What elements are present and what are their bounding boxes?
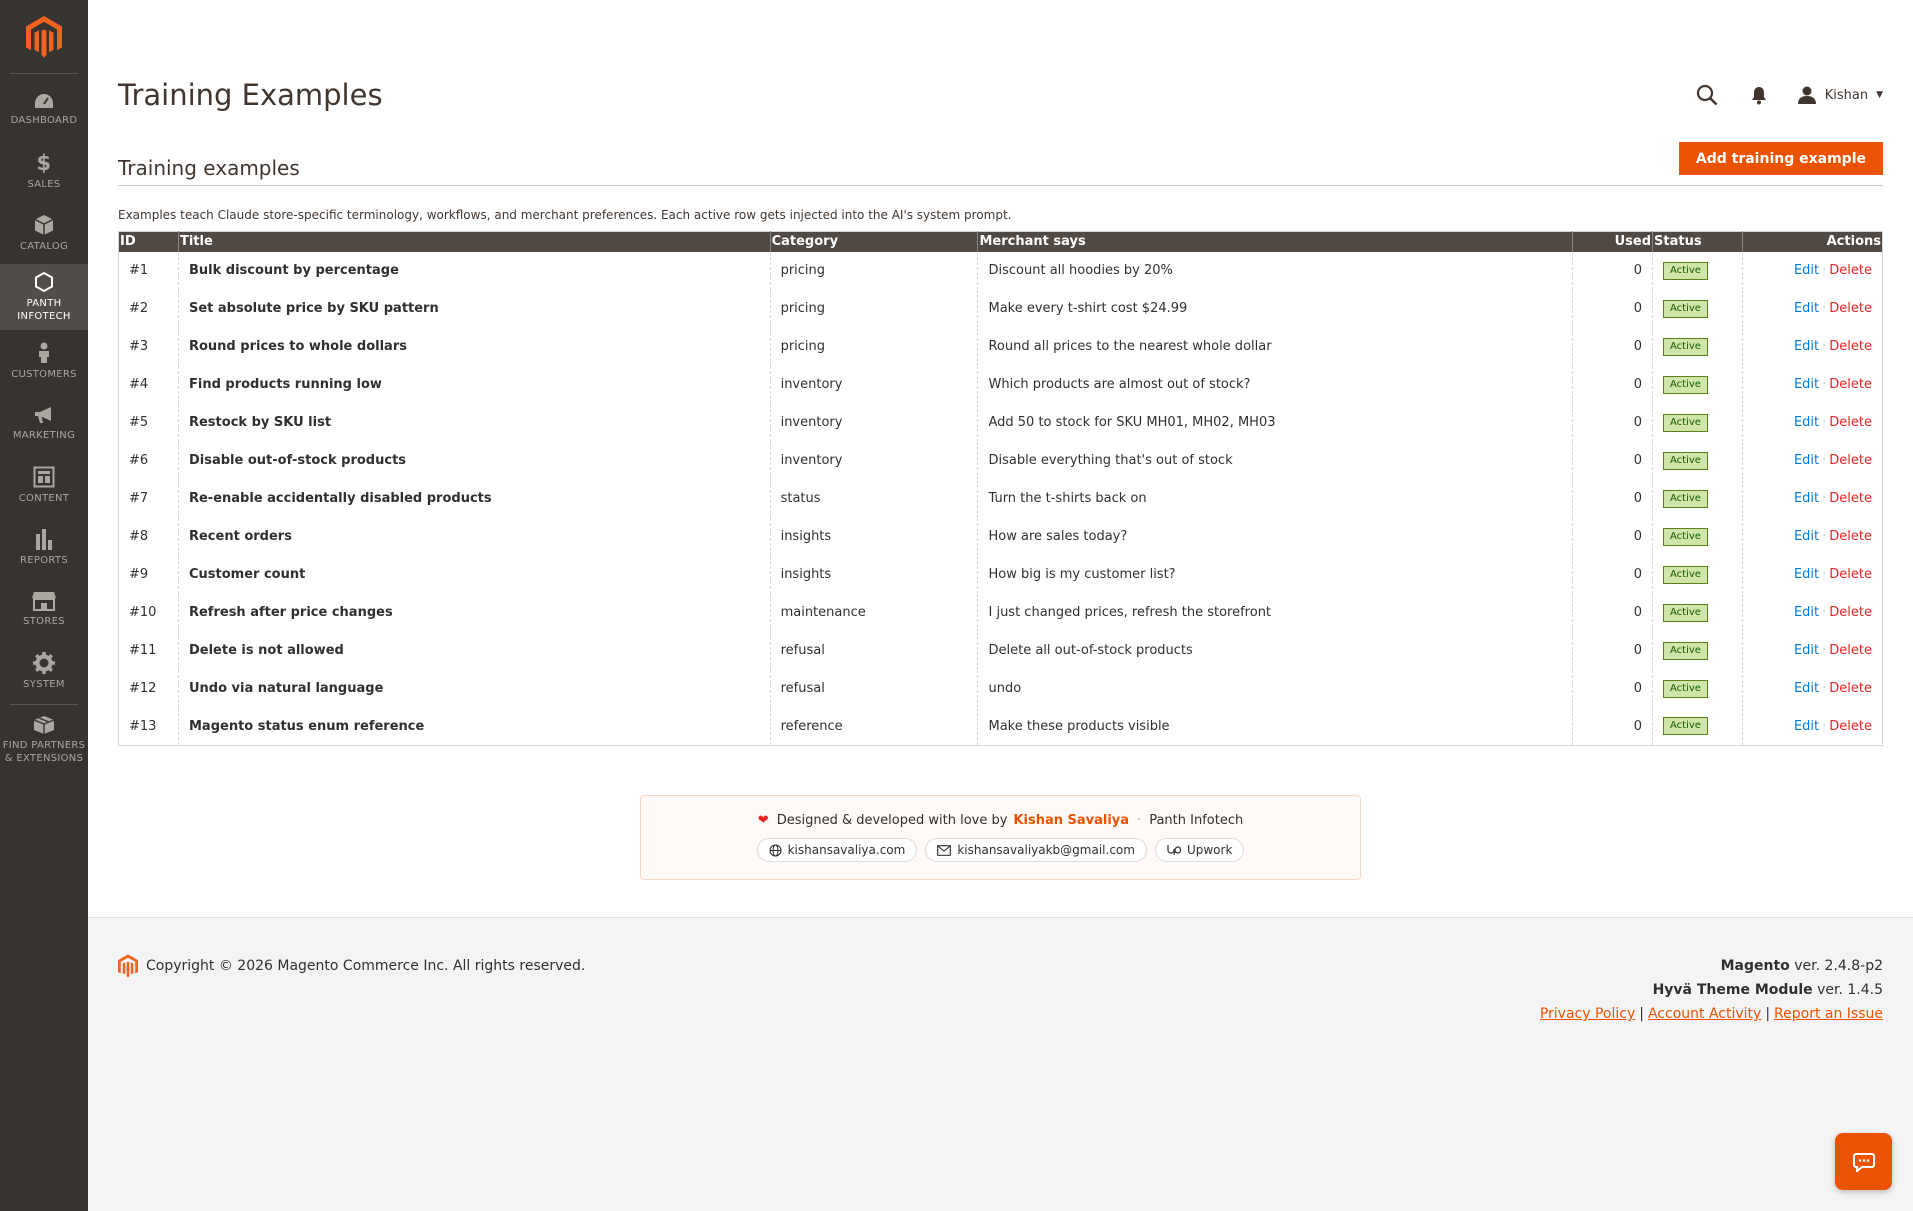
cell-id: #11 <box>119 632 179 670</box>
delete-link[interactable]: Delete <box>1829 718 1872 734</box>
cell-merchant-says: I just changed prices, refresh the storefront <box>978 594 1573 632</box>
cell-title: Customer count <box>178 556 770 594</box>
cell-id: #5 <box>119 404 179 442</box>
report-issue-link[interactable]: Report an Issue <box>1774 1006 1883 1022</box>
extensions-icon <box>33 715 55 735</box>
delete-link[interactable]: Delete <box>1829 301 1872 316</box>
cell-status <box>1653 556 1743 594</box>
copyright-text: Copyright © 2026 Magento Commerce Inc. All rights reserved. <box>146 958 586 974</box>
table-row <box>119 518 1883 556</box>
action-separator: · <box>1822 605 1827 620</box>
cell-merchant-says: Make every t-shirt cost $24.99 <box>978 290 1573 328</box>
svg-text:$: $ <box>36 151 52 174</box>
developer-credit-box <box>640 795 1361 880</box>
action-separator: · <box>1822 491 1827 506</box>
sidebar-item-content[interactable] <box>0 454 88 516</box>
sidebar-item-reports[interactable] <box>0 516 88 578</box>
cell-id: #10 <box>119 594 179 632</box>
sidebar-item-label: CONTENT <box>18 492 70 504</box>
table-row <box>119 404 1883 442</box>
hyva-version-number: ver. 1.4.5 <box>1812 982 1883 998</box>
cell-actions <box>1742 366 1882 404</box>
sidebar-item-customers[interactable] <box>0 330 88 392</box>
sidebar-item-label: DASHBOARD <box>10 114 78 126</box>
gear-icon <box>33 652 55 674</box>
cell-actions <box>1742 404 1882 442</box>
cell-category: pricing <box>770 252 978 290</box>
edit-link[interactable]: Edit <box>1793 643 1820 658</box>
sidebar-item-dashboard[interactable] <box>0 78 88 140</box>
hyva-version <box>1540 978 1883 1002</box>
cell-merchant-says: How are sales today? <box>978 518 1573 556</box>
cell-merchant-says: undo <box>978 670 1573 708</box>
column-header-actions: Actions <box>1742 232 1882 252</box>
edit-link[interactable]: Edit <box>1793 605 1820 620</box>
layout-icon <box>33 466 55 488</box>
action-separator: · <box>1822 529 1827 544</box>
magento-version <box>1540 954 1883 978</box>
cell-title: Round prices to whole dollars <box>178 328 770 366</box>
cell-category: refusal <box>770 632 978 670</box>
table-row <box>119 442 1883 480</box>
link-separator: | <box>1765 1006 1771 1022</box>
column-header-status[interactable]: Status <box>1653 232 1743 252</box>
cell-actions <box>1742 328 1882 366</box>
person-icon <box>37 342 51 364</box>
cell-title: Restock by SKU list <box>178 404 770 442</box>
dashboard-icon <box>33 92 55 110</box>
link-separator: | <box>1639 1006 1644 1022</box>
action-separator: · <box>1822 415 1827 430</box>
cell-merchant-says: Make these products visible <box>978 708 1573 746</box>
cell-used: 0 <box>1573 366 1653 404</box>
cell-status <box>1653 670 1743 708</box>
page-footer <box>88 917 1913 1211</box>
cell-used: 0 <box>1573 290 1653 328</box>
cell-used: 0 <box>1573 708 1653 746</box>
cell-category: inventory <box>770 404 978 442</box>
cell-used: 0 <box>1573 518 1653 556</box>
credit-line <box>758 813 1243 828</box>
cell-status <box>1653 480 1743 518</box>
delete-link[interactable]: Delete <box>1829 453 1872 468</box>
heart-icon: ❤ <box>757 813 769 828</box>
cell-title: Set absolute price by SKU pattern <box>178 290 770 328</box>
cell-title: Bulk discount by percentage <box>178 252 770 290</box>
delete-link[interactable]: Delete <box>1829 605 1872 620</box>
cell-status <box>1653 290 1743 328</box>
action-separator: · <box>1822 681 1827 696</box>
cell-status <box>1653 632 1743 670</box>
edit-link[interactable]: Edit <box>1793 263 1820 278</box>
cell-actions <box>1742 632 1882 670</box>
sidebar-item-find-partners[interactable] <box>0 707 88 773</box>
credit-author-link[interactable]: Kishan Savaliya <box>1013 813 1130 828</box>
cell-status <box>1653 404 1743 442</box>
status-badge: Active <box>1663 490 1708 508</box>
version-info <box>1540 954 1883 1026</box>
table-row <box>119 594 1883 632</box>
action-separator: · <box>1822 263 1827 278</box>
email-link[interactable] <box>925 838 1147 862</box>
edit-link[interactable]: Edit <box>1793 453 1820 468</box>
cell-id: #4 <box>119 366 179 404</box>
chevron-down-icon: ▼ <box>1876 90 1883 100</box>
upwork-link[interactable] <box>1155 838 1244 862</box>
magento-version-number: ver. 2.4.8-p2 <box>1789 958 1883 974</box>
cell-actions <box>1742 594 1882 632</box>
delete-link[interactable]: Delete <box>1829 529 1872 544</box>
delete-link[interactable]: Delete <box>1829 263 1872 278</box>
magento-name: Magento <box>1720 958 1790 974</box>
section-divider <box>118 185 1883 186</box>
user-account-menu[interactable] <box>1797 86 1883 104</box>
cell-actions <box>1742 556 1882 594</box>
action-separator: · <box>1822 718 1827 734</box>
admin-sidebar <box>0 0 88 1211</box>
status-badge: Active <box>1663 452 1708 470</box>
website-label: kishansavaliya.com <box>787 843 906 857</box>
magento-logo-icon <box>26 16 62 58</box>
cell-title: Re-enable accidentally disabled products <box>178 480 770 518</box>
cell-actions <box>1742 252 1882 290</box>
cell-title: Refresh after price changes <box>178 594 770 632</box>
cell-actions <box>1742 518 1882 556</box>
cell-id: #12 <box>119 670 179 708</box>
delete-link[interactable]: Delete <box>1829 681 1872 696</box>
megaphone-icon <box>33 405 55 425</box>
edit-link[interactable]: Edit <box>1793 339 1820 354</box>
sidebar-item-system[interactable] <box>0 640 88 702</box>
edit-link[interactable]: Edit <box>1793 567 1820 582</box>
privacy-policy-link[interactable]: Privacy Policy <box>1539 1006 1636 1022</box>
cell-used: 0 <box>1573 556 1653 594</box>
cell-merchant-says: Delete all out-of-stock products <box>978 632 1573 670</box>
action-separator: · <box>1822 453 1827 468</box>
cell-id: #6 <box>119 442 179 480</box>
cell-status <box>1653 708 1743 746</box>
cell-category: inventory <box>770 366 978 404</box>
mail-icon <box>937 845 951 856</box>
copyright <box>118 954 585 978</box>
delete-link[interactable]: Delete <box>1829 339 1872 354</box>
bell-icon <box>1751 86 1767 105</box>
sidebar-item-label: SALES <box>27 178 61 190</box>
email-label: kishansavaliyakb@gmail.com <box>957 843 1135 857</box>
cell-status <box>1653 442 1743 480</box>
cell-category: maintenance <box>770 594 978 632</box>
credit-links <box>753 838 1249 862</box>
action-separator: · <box>1822 567 1827 582</box>
delete-link[interactable]: Delete <box>1829 491 1872 506</box>
cell-title: Undo via natural language <box>178 670 770 708</box>
section-title: Training examples <box>118 156 300 180</box>
cell-merchant-says: Which products are almost out of stock? <box>978 366 1573 404</box>
status-badge: Active <box>1663 604 1708 622</box>
cell-category: insights <box>770 518 978 556</box>
sidebar-item-label: SYSTEM <box>23 678 65 690</box>
table-row <box>119 670 1883 708</box>
cell-title: Magento status enum reference <box>178 708 770 746</box>
edit-link[interactable]: Edit <box>1793 301 1820 316</box>
sidebar-item-sales[interactable] <box>0 140 88 202</box>
delete-link[interactable]: Delete <box>1829 567 1872 582</box>
cell-used: 0 <box>1573 594 1653 632</box>
status-badge: Active <box>1663 414 1708 432</box>
cell-id: #2 <box>119 290 179 328</box>
cell-used: 0 <box>1573 404 1653 442</box>
sidebar-divider <box>10 704 78 705</box>
action-separator: · <box>1822 301 1827 316</box>
status-badge: Active <box>1663 376 1708 394</box>
edit-link[interactable]: Edit <box>1793 491 1820 506</box>
cell-id: #3 <box>119 328 179 366</box>
cell-status <box>1653 328 1743 366</box>
bar-chart-icon <box>34 528 54 550</box>
intro-text: Examples teach Claude store-specific terminology, workflows, and merchant preferences. Each active row gets injected into the AI's system prompt. <box>118 208 1012 222</box>
action-separator: · <box>1822 339 1827 354</box>
cell-used: 0 <box>1573 442 1653 480</box>
delete-link[interactable]: Delete <box>1829 643 1872 658</box>
cell-status <box>1653 594 1743 632</box>
cell-category: pricing <box>770 290 978 328</box>
status-badge: Active <box>1663 717 1708 735</box>
credit-company: Panth Infotech <box>1149 813 1244 828</box>
cell-actions <box>1742 442 1882 480</box>
column-header-id[interactable]: ID <box>119 232 179 252</box>
cell-id: #1 <box>119 252 179 290</box>
sidebar-item-label: CATALOG <box>19 240 69 252</box>
cell-merchant-says: Disable everything that's out of stock <box>978 442 1573 480</box>
status-badge: Active <box>1663 680 1708 698</box>
cell-merchant-says: Add 50 to stock for SKU MH01, MH02, MH03 <box>978 404 1573 442</box>
cell-used: 0 <box>1573 252 1653 290</box>
cell-id: #9 <box>119 556 179 594</box>
sidebar-item-label: CUSTOMERS <box>11 368 77 380</box>
sidebar-item-label: FIND PARTNERS & EXTENSIONS <box>2 740 86 764</box>
cell-actions <box>1742 670 1882 708</box>
cell-title: Find products running low <box>178 366 770 404</box>
cell-title: Disable out-of-stock products <box>178 442 770 480</box>
hyva-name: Hyvä Theme Module <box>1652 982 1813 998</box>
separator-dot: · <box>1137 813 1142 828</box>
column-header-used[interactable]: Used <box>1573 232 1653 252</box>
hexagon-icon <box>34 271 54 293</box>
cell-status <box>1653 366 1743 404</box>
status-badge: Active <box>1663 338 1708 356</box>
delete-link[interactable]: Delete <box>1829 415 1872 430</box>
account-activity-link[interactable]: Account Activity <box>1647 1006 1762 1022</box>
global-search-button[interactable] <box>1681 80 1733 110</box>
chat-icon <box>1853 1152 1875 1172</box>
status-badge: Active <box>1663 300 1708 318</box>
cell-actions <box>1742 480 1882 518</box>
cell-status <box>1653 518 1743 556</box>
training-examples-table <box>118 231 1883 746</box>
cell-used: 0 <box>1573 632 1653 670</box>
status-badge: Active <box>1663 566 1708 584</box>
sidebar-item-marketing[interactable] <box>0 392 88 454</box>
cell-used: 0 <box>1573 328 1653 366</box>
search-icon <box>1696 84 1718 106</box>
cell-category: refusal <box>770 670 978 708</box>
column-header-title[interactable]: Title <box>178 232 770 252</box>
user-icon <box>1797 86 1817 104</box>
cell-merchant-says: Turn the t-shirts back on <box>978 480 1573 518</box>
main-content <box>88 0 1913 917</box>
magento-logo-icon <box>118 954 138 978</box>
cell-merchant-says: Discount all hoodies by 20% <box>978 252 1573 290</box>
sidebar-item-catalog[interactable] <box>0 202 88 264</box>
ai-chat-button[interactable] <box>1835 1133 1892 1190</box>
header-actions <box>1681 80 1883 110</box>
cell-used: 0 <box>1573 670 1653 708</box>
column-header-merchant-says[interactable]: Merchant says <box>978 232 1573 252</box>
sidebar-item-stores[interactable] <box>0 578 88 640</box>
cell-category: reference <box>770 708 978 746</box>
website-link[interactable] <box>757 838 918 862</box>
table-row <box>119 328 1883 366</box>
status-badge: Active <box>1663 262 1708 280</box>
edit-link[interactable]: Edit <box>1793 681 1820 696</box>
table-row <box>119 252 1883 290</box>
upwork-label: Upwork <box>1186 843 1233 857</box>
cell-id: #13 <box>119 708 179 746</box>
sidebar-item-label: MARKETING <box>12 429 76 441</box>
status-badge: Active <box>1663 642 1708 660</box>
cell-used: 0 <box>1573 480 1653 518</box>
sidebar-item-label: PANTH INFOTECH <box>17 298 71 322</box>
edit-link[interactable]: Edit <box>1793 377 1820 392</box>
page-title: Training Examples <box>118 78 383 112</box>
storefront-icon <box>31 591 57 611</box>
footer-links <box>1540 1002 1883 1026</box>
table-row <box>119 708 1883 746</box>
cell-merchant-says: How big is my customer list? <box>978 556 1573 594</box>
action-separator: · <box>1822 643 1827 658</box>
cell-id: #7 <box>119 480 179 518</box>
magento-logo[interactable] <box>10 0 78 74</box>
table-row <box>119 632 1883 670</box>
cell-title: Delete is not allowed <box>178 632 770 670</box>
globe-icon <box>769 844 782 857</box>
cell-category: status <box>770 480 978 518</box>
table-row <box>119 480 1883 518</box>
status-badge: Active <box>1663 528 1708 546</box>
box-icon <box>34 214 54 236</box>
edit-link[interactable]: Edit <box>1793 415 1820 430</box>
edit-link[interactable]: Edit <box>1793 529 1820 544</box>
dollar-icon <box>36 152 52 174</box>
user-name: Kishan <box>1824 87 1869 103</box>
table-header-row <box>119 232 1883 252</box>
table-row <box>119 556 1883 594</box>
sidebar-item-panth-infotech[interactable] <box>0 264 88 330</box>
cell-actions <box>1742 708 1882 746</box>
table-row <box>119 290 1883 328</box>
delete-link[interactable]: Delete <box>1829 377 1872 392</box>
sidebar-item-label: STORES <box>23 615 65 627</box>
notifications-button[interactable] <box>1733 80 1785 110</box>
cell-status <box>1653 252 1743 290</box>
cell-merchant-says: Round all prices to the nearest whole dollar <box>978 328 1573 366</box>
column-header-category[interactable]: Category <box>770 232 978 252</box>
edit-link[interactable]: Edit <box>1793 718 1820 734</box>
table-row <box>119 366 1883 404</box>
upwork-icon <box>1167 844 1181 856</box>
cell-id: #8 <box>119 518 179 556</box>
cell-actions <box>1742 290 1882 328</box>
cell-category: inventory <box>770 442 978 480</box>
cell-title: Recent orders <box>178 518 770 556</box>
cell-category: pricing <box>770 328 978 366</box>
action-separator: · <box>1822 377 1827 392</box>
add-training-example-button[interactable]: Add training example <box>1679 142 1883 175</box>
credit-prefix: Designed & developed with love by <box>776 813 1008 828</box>
sidebar-item-label: REPORTS <box>20 554 68 566</box>
cell-category: insights <box>770 556 978 594</box>
